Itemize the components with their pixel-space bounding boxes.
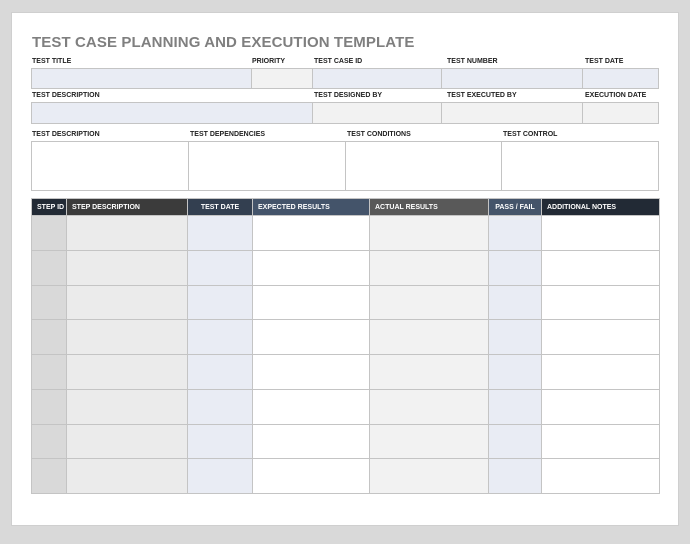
table-row (32, 320, 660, 355)
test-date-cell[interactable] (188, 285, 253, 320)
test-date-label: TEST DATE (585, 58, 624, 65)
step-id-cell[interactable] (32, 216, 67, 251)
test-description-label: TEST DESCRIPTION (32, 92, 100, 99)
test-conditions-label: TEST CONDITIONS (347, 131, 411, 138)
step-description-cell[interactable] (67, 320, 188, 355)
page-title: TEST CASE PLANNING AND EXECUTION TEMPLATE (32, 34, 415, 51)
test-description-field[interactable] (31, 102, 313, 124)
test-date-cell[interactable] (188, 389, 253, 424)
pass-fail-cell[interactable] (489, 459, 542, 494)
additional-notes-cell[interactable] (542, 216, 660, 251)
step-description-cell[interactable] (67, 389, 188, 424)
step-description-cell[interactable] (67, 355, 188, 390)
step-description-cell[interactable] (67, 424, 188, 459)
test-date-cell[interactable] (188, 459, 253, 494)
test-title-field[interactable] (31, 68, 252, 89)
test-designed-by-label: TEST DESIGNED BY (314, 92, 383, 99)
test-date-cell[interactable] (188, 216, 253, 251)
test-designed-by-field[interactable] (312, 102, 442, 124)
test-number-field[interactable] (441, 68, 583, 89)
additional-notes-cell[interactable] (542, 320, 660, 355)
pass-fail-cell[interactable] (489, 285, 542, 320)
actual-results-cell[interactable] (370, 459, 489, 494)
expected-results-cell[interactable] (253, 355, 370, 390)
actual-results-cell[interactable] (370, 320, 489, 355)
test-title-label: TEST TITLE (32, 58, 72, 65)
additional-notes-cell[interactable] (542, 355, 660, 390)
header-pass-fail: PASS / FAIL (489, 199, 542, 216)
table-header-row (32, 199, 660, 216)
actual-results-cell[interactable] (370, 355, 489, 390)
test-conditions-box[interactable] (345, 141, 502, 191)
actual-results-cell[interactable] (370, 285, 489, 320)
test-date-cell[interactable] (188, 424, 253, 459)
execution-date-field[interactable] (582, 102, 659, 124)
expected-results-cell[interactable] (253, 216, 370, 251)
test-control-label: TEST CONTROL (503, 131, 558, 138)
actual-results-cell[interactable] (370, 250, 489, 285)
table-row (32, 355, 660, 390)
table-row (32, 424, 660, 459)
test-steps-table (31, 198, 660, 494)
header-test-date: TEST DATE (188, 199, 253, 216)
test-number-label: TEST NUMBER (447, 58, 498, 65)
additional-notes-cell[interactable] (542, 424, 660, 459)
step-description-cell[interactable] (67, 250, 188, 285)
step-id-cell[interactable] (32, 320, 67, 355)
step-id-cell[interactable] (32, 285, 67, 320)
header-step-id: STEP ID (32, 199, 67, 216)
step-id-cell[interactable] (32, 389, 67, 424)
test-date-cell[interactable] (188, 250, 253, 285)
actual-results-cell[interactable] (370, 424, 489, 459)
expected-results-cell[interactable] (253, 424, 370, 459)
execution-date-label: EXECUTION DATE (585, 92, 647, 99)
step-description-cell[interactable] (67, 216, 188, 251)
expected-results-cell[interactable] (253, 320, 370, 355)
additional-notes-cell[interactable] (542, 250, 660, 285)
step-id-cell[interactable] (32, 355, 67, 390)
header-step-description: STEP DESCRIPTION (67, 199, 188, 216)
step-id-cell[interactable] (32, 250, 67, 285)
expected-results-cell[interactable] (253, 285, 370, 320)
step-description-cell[interactable] (67, 285, 188, 320)
table-row (32, 459, 660, 494)
expected-results-cell[interactable] (253, 250, 370, 285)
test-control-box[interactable] (501, 141, 659, 191)
test-dependencies-label: TEST DEPENDENCIES (190, 131, 266, 138)
test-dependencies-box[interactable] (188, 141, 346, 191)
table-row (32, 250, 660, 285)
header-expected-results: EXPECTED RESULTS (253, 199, 370, 216)
header-actual-results: ACTUAL RESULTS (370, 199, 489, 216)
additional-notes-cell[interactable] (542, 285, 660, 320)
pass-fail-cell[interactable] (489, 424, 542, 459)
test-date-cell[interactable] (188, 355, 253, 390)
table-row (32, 216, 660, 251)
pass-fail-cell[interactable] (489, 389, 542, 424)
test-description-2-label: TEST DESCRIPTION (32, 131, 100, 138)
pass-fail-cell[interactable] (489, 355, 542, 390)
additional-notes-cell[interactable] (542, 389, 660, 424)
step-description-cell[interactable] (67, 459, 188, 494)
additional-notes-cell[interactable] (542, 459, 660, 494)
priority-field[interactable] (251, 68, 313, 89)
test-executed-by-field[interactable] (441, 102, 583, 124)
table-row (32, 389, 660, 424)
test-case-id-field[interactable] (312, 68, 442, 89)
pass-fail-cell[interactable] (489, 320, 542, 355)
pass-fail-cell[interactable] (489, 250, 542, 285)
header-additional-notes: ADDITIONAL NOTES (542, 199, 660, 216)
actual-results-cell[interactable] (370, 389, 489, 424)
expected-results-cell[interactable] (253, 389, 370, 424)
step-id-cell[interactable] (32, 424, 67, 459)
expected-results-cell[interactable] (253, 459, 370, 494)
step-id-cell[interactable] (32, 459, 67, 494)
test-date-field[interactable] (582, 68, 659, 89)
test-date-cell[interactable] (188, 320, 253, 355)
table-row (32, 285, 660, 320)
test-case-id-label: TEST CASE ID (314, 58, 363, 65)
template-sheet (11, 12, 679, 526)
test-executed-by-label: TEST EXECUTED BY (447, 92, 517, 99)
priority-label: PRIORITY (252, 58, 286, 65)
pass-fail-cell[interactable] (489, 216, 542, 251)
actual-results-cell[interactable] (370, 216, 489, 251)
test-description-box[interactable] (31, 141, 189, 191)
